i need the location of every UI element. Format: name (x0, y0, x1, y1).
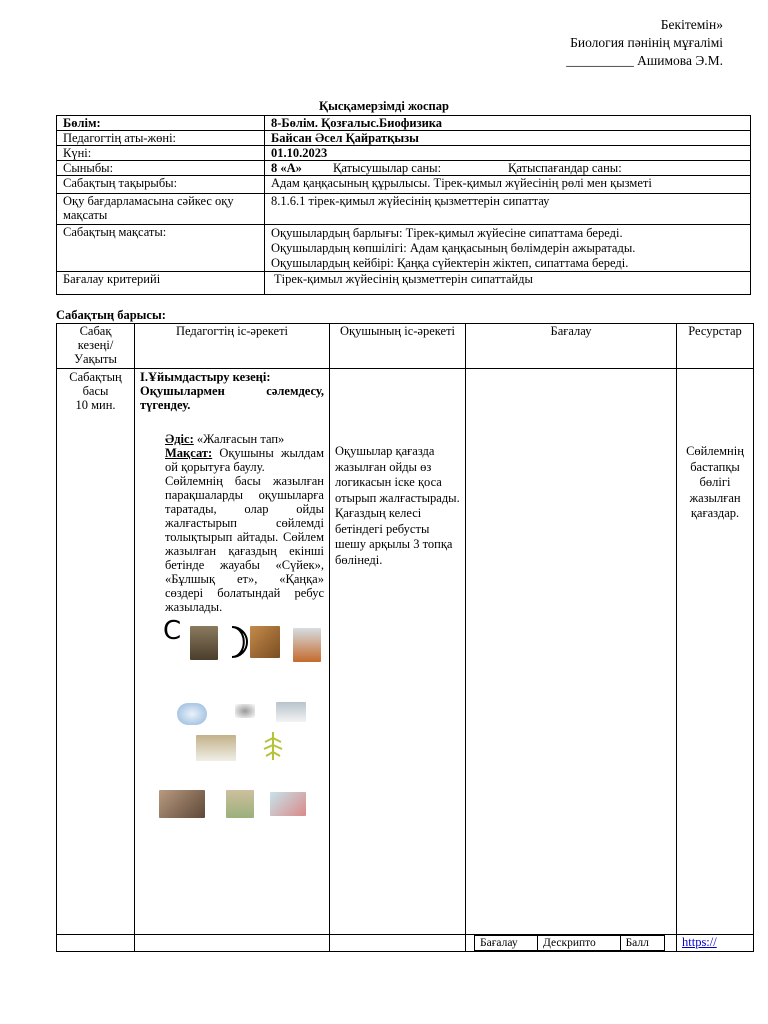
footer-assess-cell (466, 935, 677, 952)
org-stage-title: I.Ұйымдастыру кезеңі: (140, 370, 271, 384)
process-row-start (57, 369, 754, 935)
section-label: Бөлім: (57, 116, 265, 131)
rebus-letter: С (163, 616, 182, 646)
approval-block (566, 16, 723, 70)
info-row-date (57, 146, 751, 161)
stage-name: Сабақтың басы (69, 370, 122, 398)
approval-line-3: __________ Ашимова Э.М. (566, 53, 723, 68)
process-heading: Сабақтың барысы: (56, 308, 166, 322)
section-value: 8-Бөлім. Қозғалыс.Биофизика (265, 116, 751, 131)
col-resources-header: Ресурстар (677, 324, 754, 369)
footer-resources-cell (677, 935, 754, 952)
info-row-section (57, 116, 751, 131)
student-activity-cell (330, 369, 466, 935)
goals-label: Сабақтың мақсаты: (57, 225, 265, 272)
resource-link[interactable]: https:// (682, 935, 717, 949)
old-man-image (159, 790, 205, 818)
class-cell (265, 161, 751, 176)
topic-value: Адам қаңқасының құрылысы. Тірек-қимыл жүйесінің рөлі мен қызметі (265, 176, 751, 194)
col-teacher-header: Педагогтің іс-әрекеті (135, 324, 330, 369)
stage-time: 10 мин. (75, 398, 116, 412)
lesson-process-table (56, 323, 754, 952)
criteria-value: Тірек-қимыл жүйесінің қызметтерін сипаттайды (265, 272, 751, 295)
deer-image (250, 626, 280, 658)
wheat-image (226, 790, 254, 818)
footer-student-cell (330, 935, 466, 952)
class-label: Сыныбы: (57, 161, 265, 176)
objective-value: 8.1.6.1 тірек-қимыл жүйесінің қызметтерін сипаттау (265, 194, 751, 225)
info-row-criteria (57, 272, 751, 295)
col-assess-header: Бағалау (466, 324, 677, 369)
moon-icon (220, 624, 248, 660)
sheep-image (196, 735, 236, 761)
date-value: 01.10.2023 (265, 146, 751, 161)
teacher-text: Сөйлемнің басы жазылған парақшаларды оқушыларға таратады, олар ойды жалғастырып сөйлемді толықтырып айтады. Сөйлем жазылған қағаздың екінші бетінде жауабы «Сүйек», «Бұлшық ет», «Қаңқа» сөздері болатындай ребус жазылады. (165, 474, 324, 614)
assessment-cell (466, 369, 677, 935)
absent-label: Қатыспағандар саны: (508, 161, 622, 175)
method-line (165, 432, 324, 446)
teacher-value: Байсан Әсел Қайратқызы (265, 131, 751, 146)
aim-label: Мақсат: (165, 446, 213, 460)
footer-stage-cell (57, 935, 135, 952)
resource-text: Сөйлемнің бастапқы бөлігі жазылған қағаздар. (686, 444, 744, 520)
topic-label: Сабақтың тақырыбы: (57, 176, 265, 194)
org-stage-subtitle: Оқушылармен сәлемдесу, түгендеу. (140, 384, 324, 412)
objective-label: Оқу бағдарламасына сәйкес оқу мақсаты (57, 194, 265, 225)
process-row-footer (57, 935, 754, 952)
doc-title: Қысқамерзімді жоспар (319, 99, 449, 113)
class-value: 8 «А» (271, 161, 302, 175)
info-row-objective (57, 194, 751, 225)
goal-most: Оқушылардың көпшілігі: Адам қаңқасының бөлімдерін ажыратады. (271, 241, 636, 255)
mini-descriptor-header: Дескрипто (538, 936, 621, 951)
col-student-header: Оқушының іс-әрекеті (330, 324, 466, 369)
info-row-class (57, 161, 751, 176)
info-row-teacher (57, 131, 751, 146)
student-text: Оқушылар қағазда жазылған ойды өз логикасын іске қоса отырып жалғастырады. Қағаздың келесі бетіндегі ребусты шешу арқылы 3 топқа бөлінеді. (335, 444, 460, 567)
aim-value: Оқушыны жылдам ой қорытуға баулу. (165, 446, 324, 474)
method-block (165, 432, 324, 614)
teacher-label: Педагогтің аты-жөні: (57, 131, 265, 146)
approval-line-1: Бекітемін» (660, 17, 723, 32)
stage-cell (57, 369, 135, 935)
info-row-topic (57, 176, 751, 194)
footer-teacher-cell (135, 935, 330, 952)
col-stage-header: Сабақ кезеңі/ Уақыты (57, 324, 135, 369)
mini-score-header: Балл (620, 936, 664, 951)
goal-all: Оқушылардың барлығы: Тірек-қимыл жүйесіне сипаттама береді. (271, 226, 623, 240)
cloud-image (177, 703, 207, 725)
goals-cell (265, 225, 751, 272)
present-label: Қатысушылар саны: (333, 161, 442, 175)
approval-line-2: Биология пәнінің мұғалімі (570, 35, 723, 50)
teacher-activity-cell (135, 369, 330, 935)
snow-image (276, 702, 306, 722)
lesson-info-table (56, 115, 751, 295)
method-value: «Жалғасын тап» (196, 432, 285, 446)
info-row-goals (57, 225, 751, 272)
resources-cell (677, 369, 754, 935)
fern-icon (260, 730, 286, 762)
method-label: Әдіс: (165, 432, 194, 446)
owl-image (190, 626, 218, 660)
goal-some: Оқушылардың кейбірі: Қаңқа сүйектерін жіктеп, сипаттама береді. (271, 256, 629, 270)
mini-assess-header: Бағалау (475, 936, 538, 951)
smoke-image (235, 704, 255, 718)
aim-line (165, 446, 324, 474)
rebus-images (140, 616, 324, 855)
assessment-mini-table (474, 935, 665, 951)
criteria-label: Бағалау критерийі (57, 272, 265, 295)
fox-image (293, 628, 321, 662)
date-label: Күні: (57, 146, 265, 161)
process-header-row (57, 324, 754, 369)
hand-image (270, 792, 306, 816)
